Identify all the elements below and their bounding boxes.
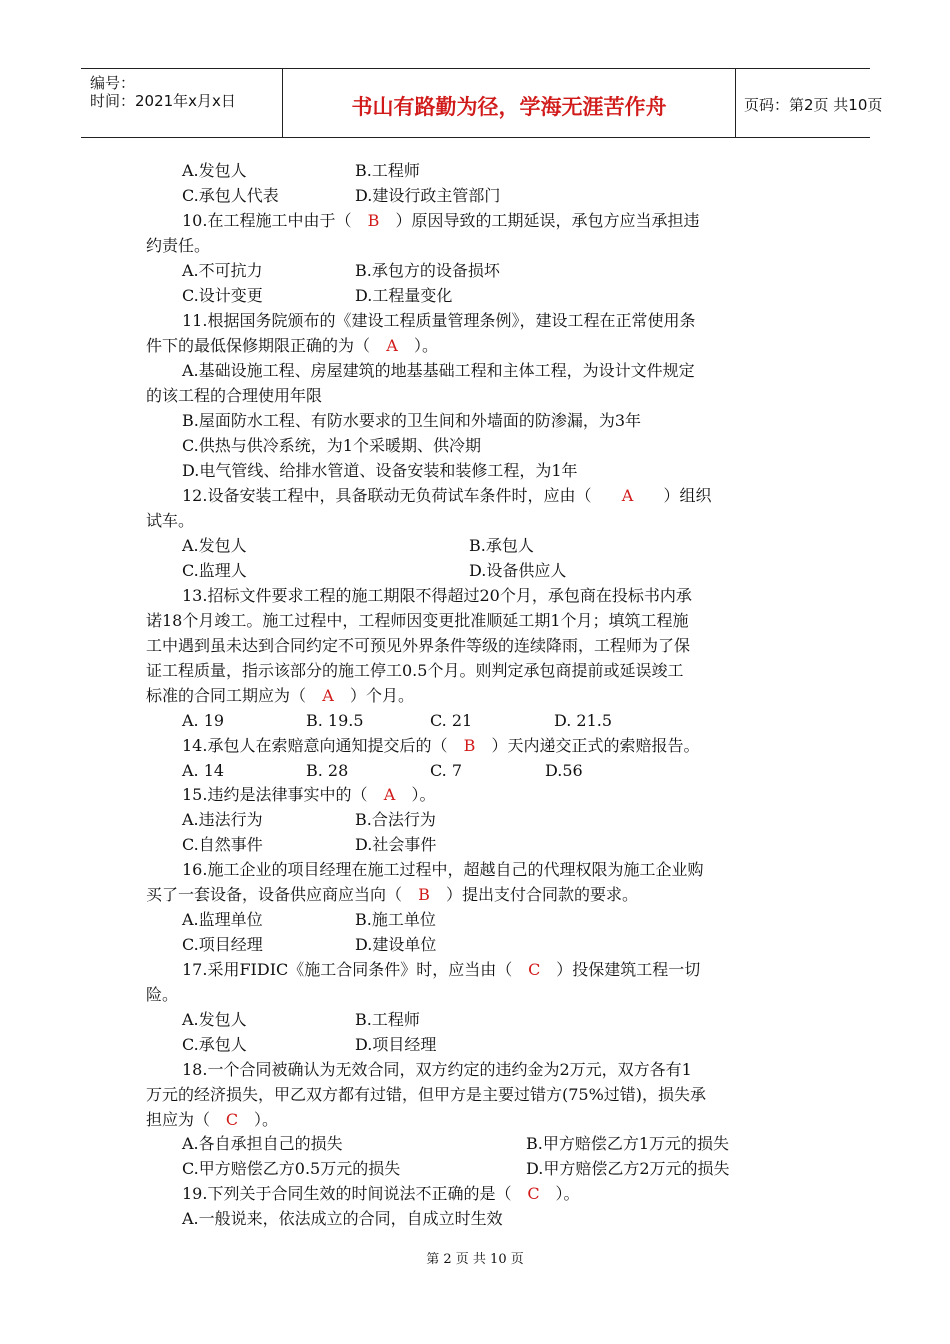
- question-text: 一个合同被确认为无效合同，双方约定的违约金为2万元，双方各有1: [207, 1060, 692, 1079]
- option-b: B. 28: [306, 761, 349, 780]
- question-text: 件下的最低保修期限正确的为（: [146, 336, 371, 355]
- option-c: C.承包人代表: [182, 186, 279, 205]
- question-16: [182, 860, 703, 880]
- option-c: C.供热与供冷系统，为1个采暖期、供冷期: [182, 436, 481, 455]
- question-18: [182, 1060, 692, 1080]
- page-code: 页码：第2页 共10页: [744, 96, 883, 114]
- option-b: B.工程师: [355, 161, 420, 180]
- question-text: ）。: [555, 1184, 580, 1203]
- question-text: 招标文件要求工程的施工期限不得超过20个月，承包商在投标书内承: [207, 586, 692, 605]
- answer-mark: A: [383, 785, 396, 804]
- option-b: B.甲方赔偿乙方1万元的损失: [526, 1134, 730, 1153]
- question-19: [182, 1184, 579, 1204]
- answer-mark: A: [386, 336, 398, 355]
- option-c: C.项目经理: [182, 935, 263, 954]
- option-a: A.各自承担自己的损失: [182, 1134, 343, 1153]
- question-text: 施工企业的项目经理在施工过程中，超越自己的代理权限为施工企业购: [207, 860, 704, 879]
- question-text: ）。: [414, 336, 439, 355]
- question-text: ）提出支付合同款的要求。: [446, 885, 639, 904]
- question-text: 在工程施工中由于（: [207, 211, 352, 230]
- question-text-line: [146, 1110, 278, 1130]
- header-motto-cell: [283, 69, 736, 137]
- question-number: 17.: [182, 960, 208, 979]
- question-number: 16.: [182, 860, 208, 879]
- option-b: B. 19.5: [306, 711, 364, 730]
- option-a: A.一般说来，依法成立的合同，自成立时生效: [182, 1209, 503, 1228]
- header-page-cell: [736, 69, 883, 137]
- question-text: 担应为（: [146, 1110, 211, 1129]
- question-number: 14.: [182, 736, 208, 755]
- question-number: 13.: [182, 586, 208, 605]
- question-15: [182, 785, 435, 805]
- option-c: C.甲方赔偿乙方0.5万元的损失: [182, 1159, 401, 1178]
- question-text: 根据国务院颁布的《建设工程质量管理条例》，建设工程在正常使用条: [207, 311, 696, 330]
- question-text: 标准的合同工期应为（: [146, 686, 307, 705]
- question-text-line: 约责任。: [146, 236, 211, 255]
- answer-mark: B: [418, 885, 430, 904]
- option-d: D.甲方赔偿乙方2万元的损失: [526, 1159, 730, 1178]
- question-13: [182, 586, 692, 606]
- option-a: A.违法行为: [182, 810, 263, 829]
- question-text: ）。: [411, 785, 436, 804]
- option-d: D.社会事件: [355, 835, 437, 854]
- question-text-line: 诺18个月竣工。施工过程中，工程师因变更批准顺延工期1个月；填筑工程施: [146, 611, 689, 630]
- question-text: ）原因导致的工期延误，承包方应当承担违: [395, 211, 700, 230]
- option-b: B.工程师: [355, 1010, 420, 1029]
- question-number: 15.: [182, 785, 208, 804]
- question-text: 违约是法律事实中的（: [207, 785, 368, 804]
- option-a: A. 14: [182, 761, 225, 780]
- option-a: A.发包人: [182, 161, 247, 180]
- option-a: A.不可抗力: [182, 261, 263, 280]
- option-c: C. 7: [430, 761, 463, 780]
- question-text: ）组织: [663, 486, 712, 505]
- option-d: D.设备供应人: [469, 561, 567, 580]
- option-a: A.发包人: [182, 1010, 247, 1029]
- answer-mark: C: [225, 1110, 239, 1129]
- question-text: ）个月。: [350, 686, 415, 705]
- option-d: D.工程量变化: [355, 286, 453, 305]
- question-text-line: [146, 336, 438, 356]
- option-d: D.项目经理: [355, 1035, 437, 1054]
- option-d: D. 21.5: [554, 711, 613, 730]
- question-text: 采用FIDIC《施工合同条件》时，应当由（: [207, 960, 513, 979]
- answer-mark: A: [322, 686, 334, 705]
- answer-mark: C: [528, 960, 541, 979]
- question-text-line: 证工程质量，指示该部分的施工停工0.5个月。则判定承包商提前或延误竣工: [146, 661, 684, 680]
- option-c: C. 21: [430, 711, 473, 730]
- number-label: 编号：: [90, 74, 136, 92]
- question-text-line: 万元的经济损失，甲乙双方都有过错，但甲方是主要过错方(75%过错)，损失承: [146, 1085, 707, 1104]
- option-a: A.监理单位: [182, 910, 263, 929]
- question-14: [182, 736, 699, 756]
- question-text: 承包人在索赔意向通知提交后的（: [207, 736, 448, 755]
- question-text: 下列关于合同生效的时间说法不正确的是（: [207, 1184, 512, 1203]
- option-b: B.屋面防水工程、有防水要求的卫生间和外墙面的防渗漏，为3年: [182, 411, 642, 430]
- option-b: B.承包人: [469, 536, 534, 555]
- option-a: A.基础设施工程、房屋建筑的地基基础工程和主体工程，为设计文件规定: [182, 361, 695, 380]
- document-header: [81, 68, 883, 138]
- question-12: [182, 486, 711, 506]
- question-text-line: [146, 885, 638, 905]
- option-d: D.建设行政主管部门: [355, 186, 501, 205]
- question-number: 10.: [182, 211, 208, 230]
- option-a: A. 19: [182, 711, 225, 730]
- option-c: C.设计变更: [182, 286, 263, 305]
- option-c: C.监理人: [182, 561, 247, 580]
- header-meta-cell: [81, 69, 283, 137]
- question-text: ）。: [254, 1110, 279, 1129]
- question-text: ）天内递交正式的索赔报告。: [491, 736, 700, 755]
- option-b: B.承包方的设备损坏: [355, 261, 500, 280]
- question-text: 设备安装工程中，具备联动无负荷试车条件时，应由（: [207, 486, 592, 505]
- question-number: 11.: [182, 311, 208, 330]
- question-text-line: 险。: [146, 985, 179, 1004]
- option-d: D.建设单位: [355, 935, 437, 954]
- page-footer: 第 2 页 共 10 页: [426, 1252, 524, 1267]
- motto: 书山有路勤为径，学海无涯苦作舟: [351, 95, 667, 119]
- option-b: B.施工单位: [355, 910, 436, 929]
- answer-mark: B: [463, 736, 476, 755]
- question-17: [182, 960, 700, 980]
- option-a-cont: 的该工程的合理使用年限: [146, 386, 323, 405]
- question-number: 19.: [182, 1184, 208, 1203]
- option-d: D.电气管线、给排水管道、设备安装和装修工程，为1年: [182, 461, 578, 480]
- question-10: [182, 211, 699, 231]
- answer-mark: A: [621, 486, 634, 505]
- option-c: C.承包人: [182, 1035, 247, 1054]
- question-text-line: 工中遇到虽未达到合同约定不可预见外界条件等级的连续降雨，工程师为了保: [146, 636, 691, 655]
- time-label: 时间：2021年x月x日: [90, 92, 236, 110]
- question-number: 12.: [182, 486, 208, 505]
- answer-mark: C: [527, 1184, 540, 1203]
- question-text-line: 试车。: [146, 511, 195, 530]
- question-text: 买了一套设备，设备供应商应当向（: [146, 885, 403, 904]
- option-b: B.合法行为: [355, 810, 436, 829]
- question-text-line: [146, 686, 414, 706]
- option-d: D.56: [545, 761, 583, 780]
- question-11: [182, 311, 695, 331]
- question-number: 18.: [182, 1060, 208, 1079]
- question-text: ）投保建筑工程一切: [556, 960, 701, 979]
- option-c: C.自然事件: [182, 835, 263, 854]
- answer-mark: B: [367, 211, 380, 230]
- option-a: A.发包人: [182, 536, 247, 555]
